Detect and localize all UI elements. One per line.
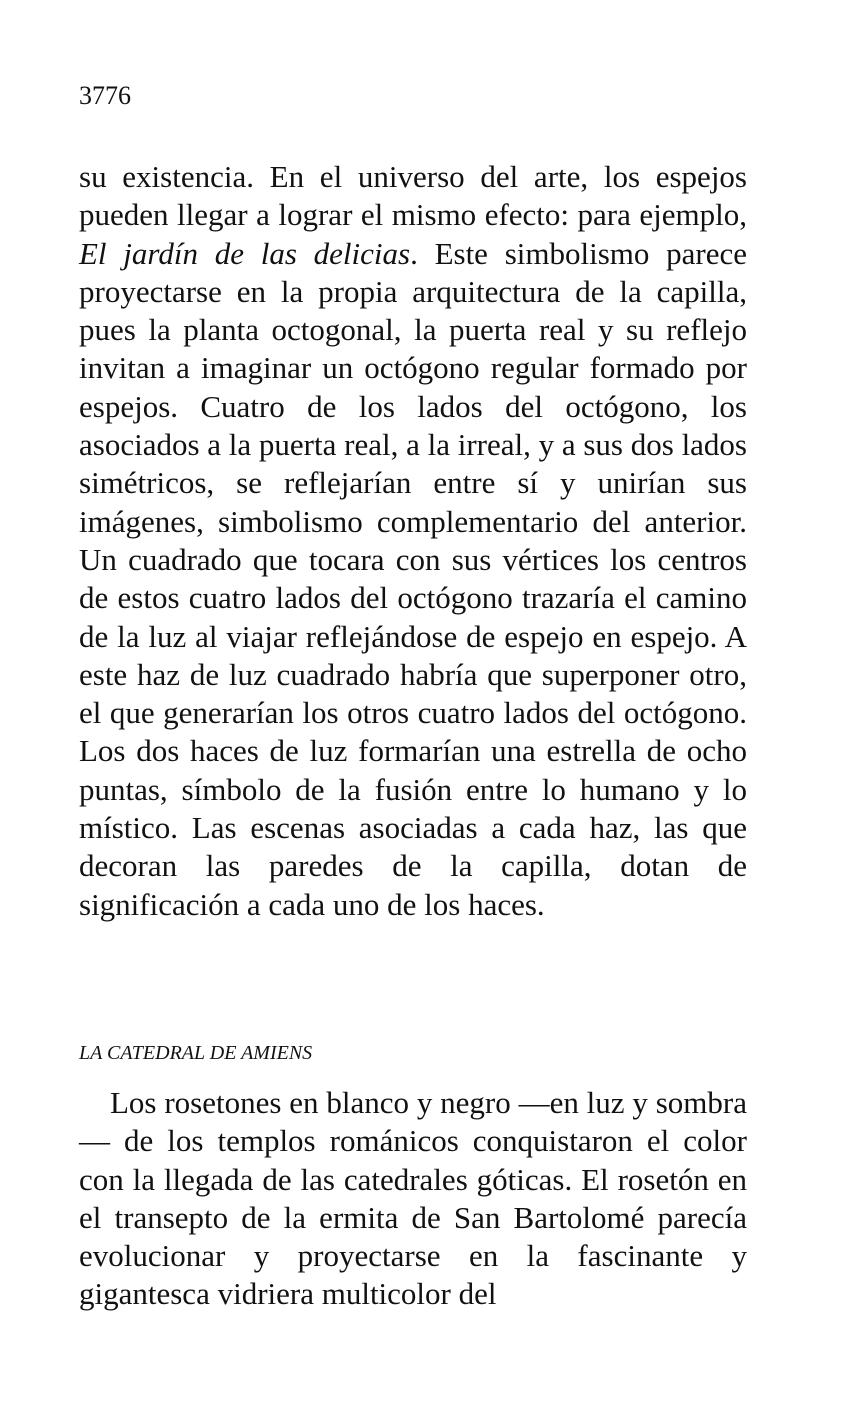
page-number: 3776 <box>79 81 131 110</box>
section-heading: LA CATEDRAL DE AMIENS <box>79 1042 313 1064</box>
paragraph-1-text-after-title: . Este simbolismo parece proyectarse en la propia arquitectura de la capilla, pues la planta octogonal, la puerta real y su reflejo invitan a imaginar un octógono regular formado por espejos. Cuatro de los lados del octógono, los asociados a la puerta real, a la irreal, y a sus dos lados simétricos, se reflejarían entre sí y unirían sus imágenes, simbolismo complementario del anterior. Un cuadrado que tocara con sus vértices los centros de estos cuatro lados del octógono trazaría el camino de la luz al viajar reflejándose de espejo en espejo. A este haz de luz cuadrado habría que superponer otro, el que generarían los otros cuatro lados del octógono. Los dos haces de luz formarían una estrella de ocho puntas, símbolo de la fusión entre lo humano y lo místico. Las escenas asociadas a cada haz, las que decoran las paredes de la capilla, dotan de significación a cada uno de los haces. <box>79 235 747 922</box>
artwork-title: El jardín de las delicias <box>79 235 411 271</box>
paragraph-1 <box>79 158 747 924</box>
paragraph-2: Los rosetones en blanco y negro —en luz y sombra— de los templos románicos conquistaron el color con la llegada de las catedrales góticas. El rosetón en el transepto de la ermita de San Bartolomé parecía evolucionar y proyectarse en la fascinante y gigantesca vidriera multicolor del <box>79 1085 747 1312</box>
paragraph-1-text-before-title: su existencia. En el universo del arte, los espejos pueden llegar a lograr el mismo efecto: para ejemplo, <box>79 159 747 233</box>
